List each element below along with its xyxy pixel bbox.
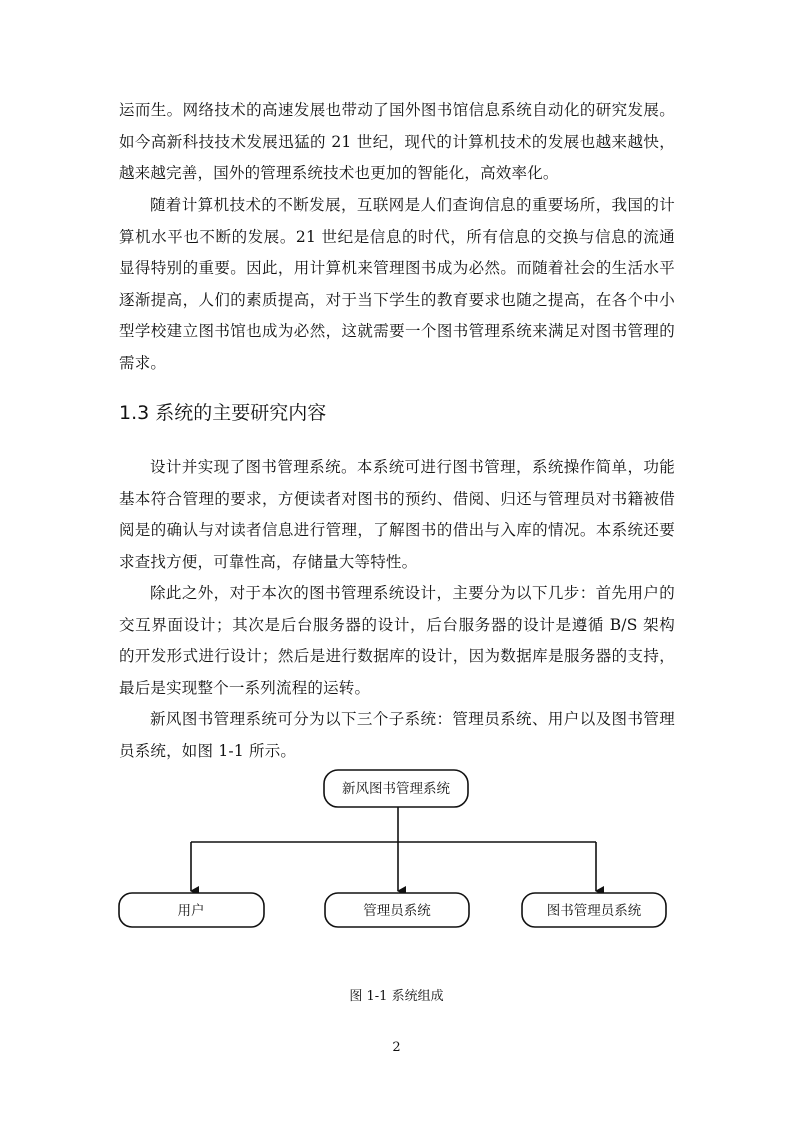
child-node-label-user: 用户 [177, 903, 205, 919]
section-heading: 1.3 系统的主要研究内容 [119, 402, 327, 424]
paragraph-4: 除此之外，对于本次的图书管理系统设计，主要分为以下几步：首先用户的交互界面设计；其次是后台服务器的设计，后台服务器的设计是遵循 B/S 架构的开发形式进行设计；然后是进行数据库的设计，因为数据库是服务器的支持，最后是实现整个一系列流程的运转。 [119, 584, 675, 697]
paragraph-2: 随着计算机技术的不断发展，互联网是人们查询信息的重要场所，我国的计算机水平也不断的发展。21 世纪是信息的时代，所有信息的交换与信息的流通显得特别的重要。因此，用计算机来管理图书成为必然。而随着社会的生活水平逐渐提高，人们的素质提高，对于当下学生的教育要求也随之提高，在各个中小型学校建立图书馆也成为必然，这就需要一个图书管理系统来满足对图书管理的需求。 [119, 196, 675, 372]
paragraph-1: 运而生。网络技术的高速发展也带动了国外图书馆信息系统自动化的研究发展。如今高新科技技术发展迅猛的 21 世纪，现代的计算机技术的发展也越来越快，越来越完善，国外的管理系统技术也更加的智能化，高效率化。 [119, 101, 675, 183]
page-number: 2 [392, 1040, 401, 1055]
child-node-label-librarian: 图书管理员系统 [546, 903, 642, 919]
paragraph-5: 新风图书管理系统可分为以下三个子系统：管理员系统、用户以及图书管理员系统，如图 1-1 所示。 [119, 710, 675, 760]
root-node-label: 新风图书管理系统 [342, 781, 450, 797]
child-node-label-admin: 管理员系统 [363, 903, 431, 919]
figure-caption: 图 1-1 系统组成 [349, 989, 444, 1004]
paragraph-3: 设计并实现了图书管理系统。本系统可进行图书管理，系统操作简单，功能基本符合管理的要求，方便读者对图书的预约、借阅、归还与管理员对书籍被借阅是的确认与对读者信息进行管理，了解图书的借出与入库的情况。本系统还要求查找方便，可靠性高，存储量大等特性。 [119, 458, 675, 571]
